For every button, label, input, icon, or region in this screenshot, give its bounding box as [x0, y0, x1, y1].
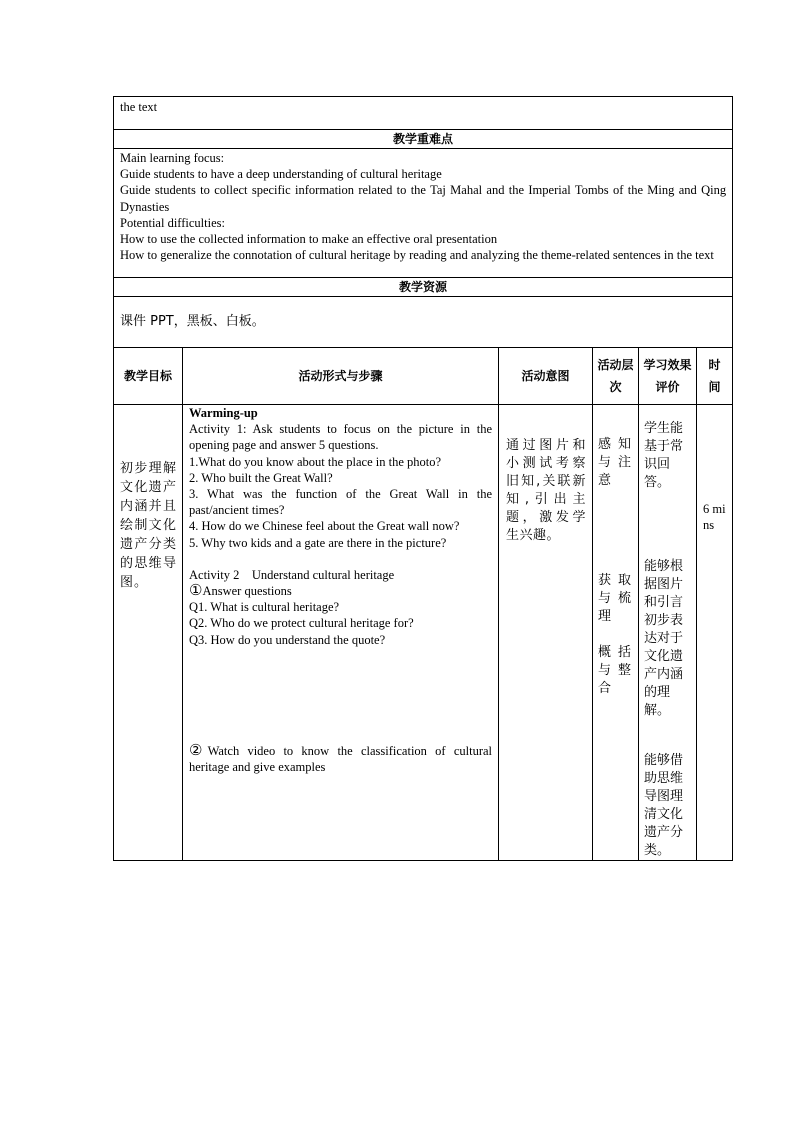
activity2-question: Q2. Who do we protect cultural heritage for? — [189, 616, 414, 631]
spacer — [644, 720, 693, 752]
col-header-intent: 活动意图 — [499, 348, 593, 405]
col-header-evaluation: 学习效果评价 — [639, 348, 697, 405]
focus-header-row — [114, 130, 733, 149]
activity2-question: Q1. What is cultural heritage? — [189, 600, 340, 615]
spacer — [189, 648, 492, 743]
resources-header-row — [114, 278, 733, 297]
focus-section-title: 教学重难点 — [114, 130, 733, 149]
sub1-marker: ① — [189, 583, 203, 600]
activity1-line: 2. Who built the Great Wall? — [189, 470, 333, 485]
focus-content-row — [114, 149, 733, 278]
activity1-line: 3. What was the function of the Great Wall in the past/ancient times? — [189, 487, 492, 518]
top-row — [114, 97, 733, 130]
focus-section-content — [114, 149, 733, 278]
activity2-question: Q3. How do you understand the quote? — [189, 632, 386, 647]
resources-content: 课件 PPT，黑板、白板。 — [114, 297, 733, 348]
sub2-line — [189, 743, 492, 775]
focus-line: How to generalize the connotation of cultural heritage by reading and analyzing the theme-related sentences in the text — [120, 248, 714, 263]
evaluation-item: 能够根据图片和引言初步表达对于文化遗产内涵的理解。 — [644, 559, 684, 718]
lesson-plan-table — [113, 96, 733, 861]
activity1-line: Activity 1: Ask students to focus on the picture in the opening page and answer 5 questions. — [189, 422, 492, 453]
goal-cell: 初步理解文化遗产内涵并且绘制文化遗产分类的思维导图。 — [114, 405, 183, 861]
focus-line: Potential difficulties: — [120, 215, 225, 230]
resources-content-row — [114, 297, 733, 348]
resources-section-title: 教学资源 — [114, 278, 733, 297]
sub2-text: Watch video to know the classification of cultural heritage and give examples — [189, 743, 492, 775]
column-header-row — [114, 348, 733, 405]
spacer — [644, 492, 693, 558]
spacer — [598, 490, 634, 572]
level-cell — [593, 405, 639, 861]
activity1-line: 1.What do you know about the place in the photo? — [189, 454, 442, 469]
focus-line: How to use the collected information to make an effective oral presentation — [120, 232, 498, 247]
focus-line: Guide students to collect specific information related to the Taj Mahal and the Imperial Tombs of the Ming and Qing Dynasties — [120, 183, 727, 214]
spacer — [189, 551, 492, 567]
sub1-line — [189, 583, 492, 599]
activity-row — [114, 405, 733, 861]
evaluation-cell — [639, 405, 697, 861]
warmup-title: Warming-up — [189, 406, 258, 420]
evaluation-item: 学生能基于常识回答。 — [644, 421, 684, 490]
intent-cell: 通过图片和小测试考察旧知,关联新知,引出主题，激发学生兴趣。 — [499, 405, 593, 861]
activity2-title: Activity 2 Understand cultural heritage — [189, 567, 395, 582]
focus-line: Main learning focus: — [120, 151, 225, 165]
col-header-level: 活动层次 — [593, 348, 639, 405]
sub2-marker: ② — [189, 742, 208, 759]
activity1-line: 5. Why two kids and a gate are there in the picture? — [189, 535, 447, 550]
activity1-line: 4. How do we Chinese feel about the Great wall now? — [189, 519, 460, 534]
col-header-steps: 活动形式与步骤 — [183, 348, 499, 405]
spacer — [598, 626, 634, 644]
level-item: 获取与梳理 — [598, 573, 634, 624]
evaluation-item: 能够借助思维导图理清文化遗产分类。 — [644, 753, 684, 858]
sub1-title: Answer questions — [202, 584, 292, 599]
col-header-goal: 教学目标 — [114, 348, 183, 405]
time-cell: 6 mins — [697, 405, 733, 861]
steps-cell — [183, 405, 499, 861]
level-item: 概括与整合 — [598, 645, 634, 696]
lesson-plan-page — [113, 96, 732, 861]
top-row-text: the text — [114, 97, 733, 130]
focus-line: Guide students to have a deep understanding of cultural heritage — [120, 167, 442, 182]
level-item: 感知与注意 — [598, 437, 634, 488]
col-header-time: 时间 — [697, 348, 733, 405]
